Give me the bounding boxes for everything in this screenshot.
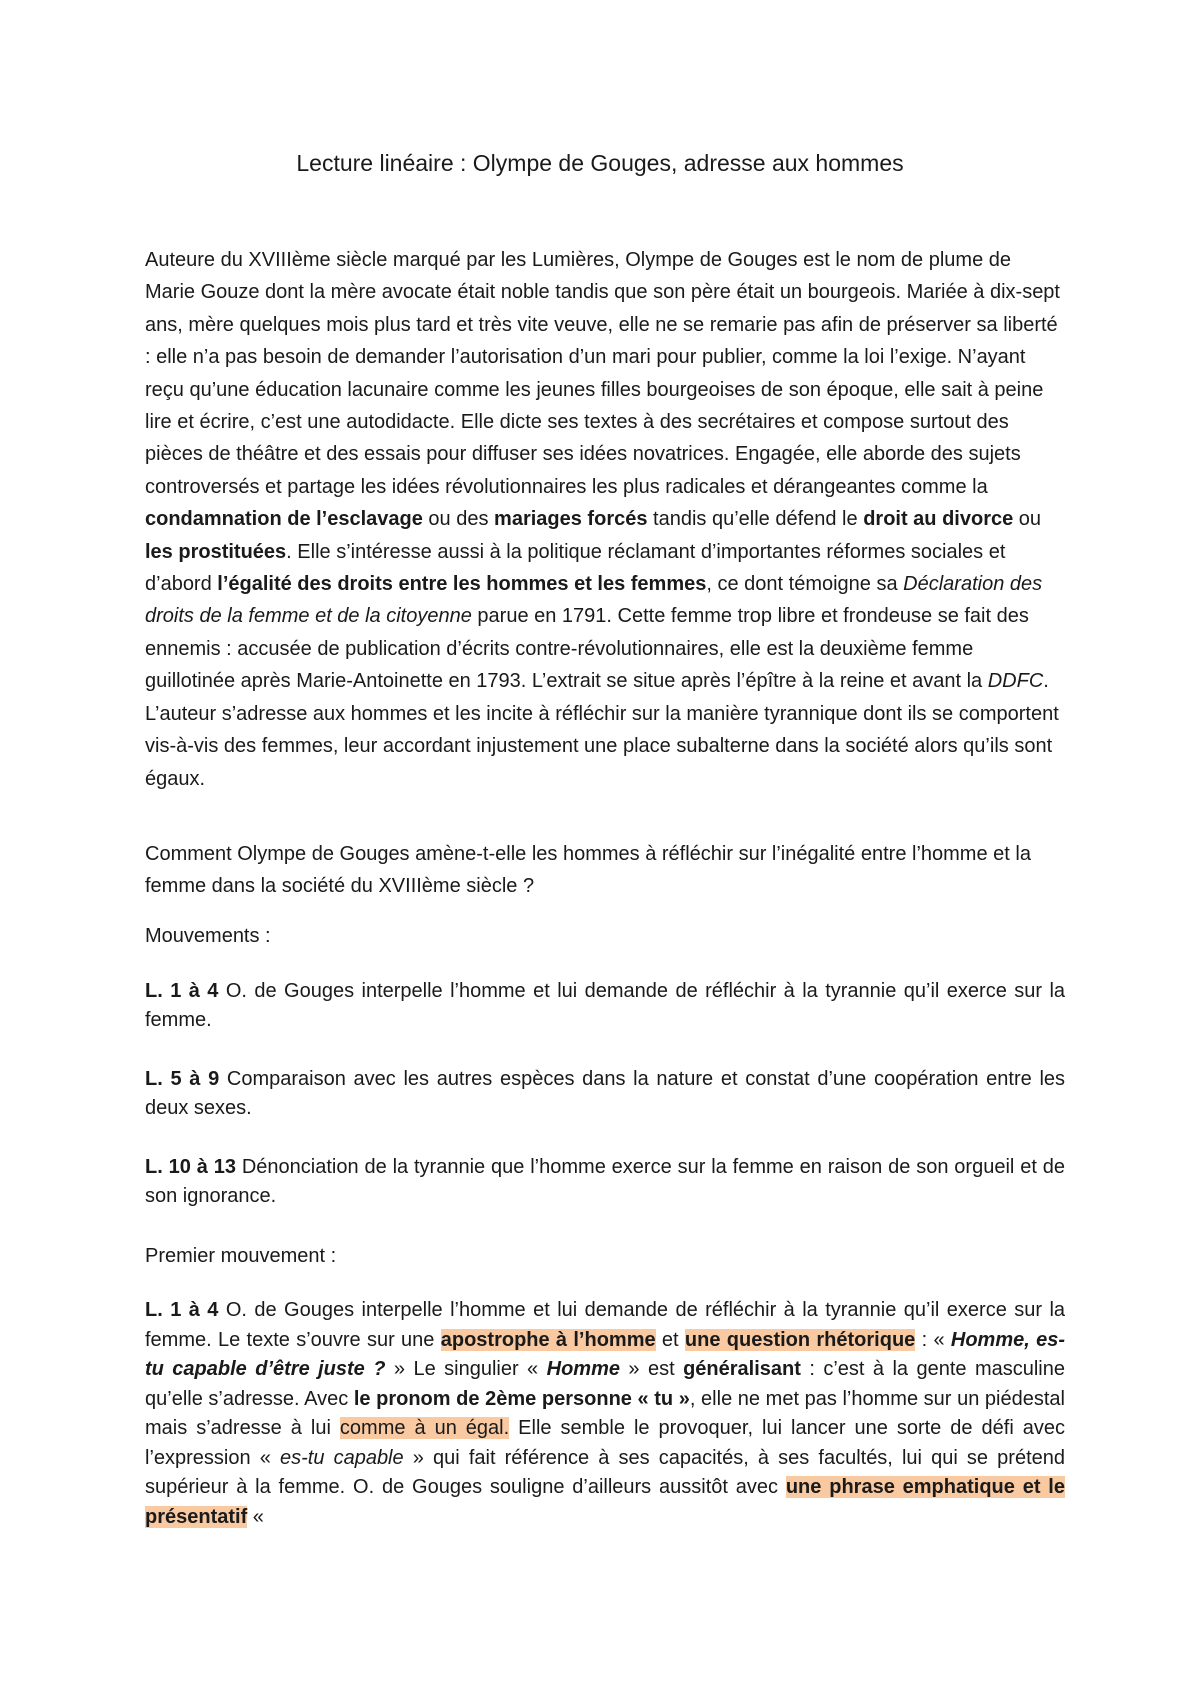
analysis-text: Elle semble le provoquer, lui lancer une sorte de défi avec l’expression « [145, 1417, 1065, 1469]
intro-text: , ce dont témoigne sa [706, 573, 904, 596]
intro-paragraph [145, 244, 1065, 795]
bold-pronom-tu: le pronom de 2ème personne « tu » [353, 1387, 690, 1410]
mouvement-ref: L. 10 à 13 [145, 1156, 236, 1178]
mouvement-3 [145, 1153, 1065, 1211]
mouvement-ref: L. 5 à 9 [145, 1068, 220, 1090]
mouvement-1 [145, 977, 1065, 1035]
mouvement-text: O. de Gouges interpelle l’homme et lui demande de réfléchir à la tyrannie qu’il exerce sur la femme. [145, 980, 1066, 1031]
bold-term-divorce: droit au divorce [863, 508, 1014, 531]
premier-mouvement-paragraph [145, 1296, 1065, 1532]
italic-title-ddfc: Déclaration des droits de la femme et de la citoyenne [145, 573, 1043, 628]
analysis-text: , elle ne met pas l’homme sur un piédestal mais s’adresse à lui [145, 1387, 1065, 1439]
bold-generalisant: généralisant [683, 1358, 801, 1380]
premier-mouvement-heading: Premier mouvement : [145, 1245, 337, 1267]
highlight-egal: comme à un égal. [339, 1417, 510, 1439]
analysis-text: « [247, 1505, 264, 1528]
highlight-phrase-emphatique: une phrase emphatique et le présentatif [145, 1476, 1065, 1528]
bold-term-prostituees: les prostituées [145, 540, 287, 563]
bold-term-mariages: mariages forcés [494, 508, 648, 531]
mouvement-2 [145, 1065, 1065, 1123]
analysis-text: et [655, 1328, 685, 1351]
highlight-question-rhetorique: une question rhétorique [684, 1328, 916, 1351]
problematique: Comment Olympe de Gouges amène-t-elle les hommes à réfléchir sur l’inégalité entre l’homme et la femme dans la société du XVIIIème siècle ? [145, 843, 1031, 897]
intro-text: parue en 1791. Cette femme trop libre et frondeuse se fait des ennemis : accusée de publication d’écrits contre-révolutionnaires, elle est la deuxième femme guillotinée après Marie-Antoinette en 1793. L’extrait se situe après l’épître à la reine et avant la [145, 605, 1029, 693]
bold-term-egalite: l’égalité des droits entre les hommes et les femmes [217, 573, 707, 596]
analysis-text: » est [619, 1358, 684, 1380]
premier-ref: L. 1 à 4 [145, 1299, 219, 1321]
intro-text: . L’auteur s’adresse aux hommes et les incite à réfléchir sur la manière tyrannique dont ils se comportent vis-à-vis des femmes, leur accordant injustement une place subalterne dans la société alors qu’ils sont égaux. [145, 670, 1059, 790]
analysis-text: : « [915, 1328, 951, 1351]
mouvement-text: Comparaison avec les autres espèces dans la nature et constat d’une coopération entre les deux sexes. [145, 1068, 1066, 1119]
analysis-text: » qui fait référence à ses capacités, à ses facultés, lui qui se prétend supérieur à la femme. O. de Gouges souligne d’ailleurs aussitôt avec [145, 1446, 1066, 1498]
bold-term-esclavage: condamnation de l’esclavage [145, 508, 423, 531]
italic-ddfc: DDFC [987, 670, 1044, 693]
highlight-apostrophe: apostrophe à l’homme [440, 1328, 656, 1351]
intro-text: tandis qu’elle défend le [647, 508, 864, 531]
mouvements-heading: Mouvements : [145, 925, 271, 947]
intro-text: . Elle s’intéresse aussi à la politique réclamant d’importantes réformes sociales et d’abord [145, 540, 1006, 596]
quote-es-tu-capable: es-tu capable [279, 1446, 404, 1469]
document-title: Lecture linéaire : Olympe de Gouges, adresse aux hommes [296, 150, 904, 176]
quote-homme: Homme [546, 1358, 620, 1380]
intro-text: ou des [422, 508, 495, 531]
analysis-text: O. de Gouges interpelle l’homme et lui demande de réfléchir à la tyrannie qu’il exerce sur la femme. Le texte s’ouvre sur une [145, 1299, 1066, 1351]
mouvement-ref: L. 1 à 4 [145, 980, 219, 1002]
quote-homme-juste: Homme, es-tu capable d’être juste ? [145, 1328, 1066, 1380]
analysis-text: » Le singulier « [385, 1358, 547, 1380]
intro-text: ou [1013, 508, 1042, 531]
analysis-text: : c’est à la gente masculine qu’elle s’adresse. Avec [145, 1358, 1065, 1410]
mouvement-text: Dénonciation de la tyrannie que l’homme exerce sur la femme en raison de son orgueil et de son ignorance. [145, 1156, 1065, 1207]
intro-text: Auteure du XVIIIème siècle marqué par les Lumières, Olympe de Gouges est le nom de plume de Marie Gouze dont la mère avocate était noble tandis que son père était un bourgeois. Mariée à dix-sept ans, mère quelques mois plus tard et très vite veuve, elle ne se remarie pas afin de préserver sa liberté : elle n’a pas besoin de demander l’autorisation d’un mari pour publier, comme la loi l’exige. N’ayant reçu qu’une éducation lacunaire comme les jeunes filles bourgeoises de son époque, elle sait à peine lire et écrire, c’est une autodidacte. Elle dicte ses textes à des secrétaires et compose surtout des pièces de théâtre et des essais pour diffuser ses idées novatrices. Engagée, elle aborde des sujets controversés et partage les idées révolutionnaires les plus radicales et dérangeantes comme la [145, 249, 1060, 498]
